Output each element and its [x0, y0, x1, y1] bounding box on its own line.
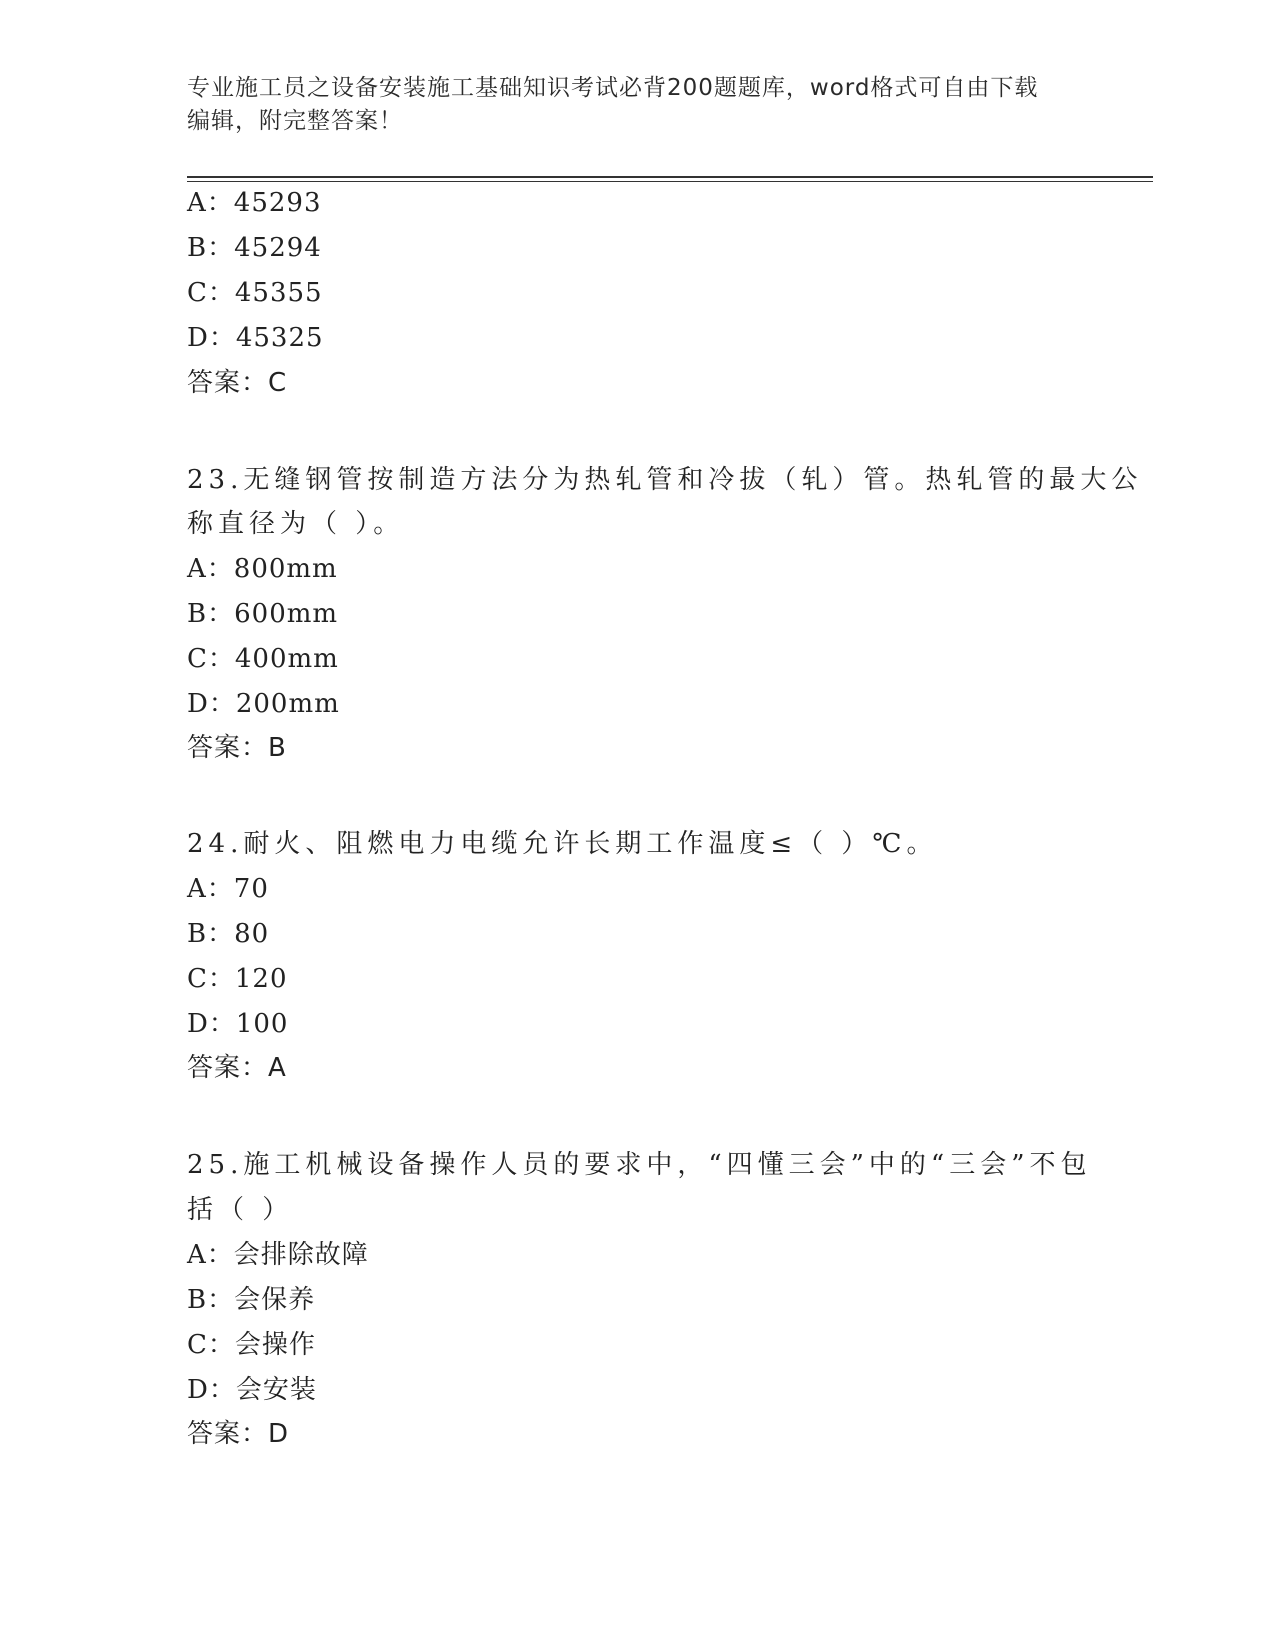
question-23-text-line-2: 称直径为（ ）。 [187, 509, 405, 539]
header-line-1: 专业施工员之设备安装施工基础知识考试必背200题题库，word格式可自由下载 [187, 75, 1039, 101]
q25-option-a: A：会排除故障 [187, 1240, 369, 1270]
q25-answer: 答案：D [187, 1419, 290, 1449]
q25-option-d: D：会安装 [187, 1375, 317, 1405]
question-23-text-line-1: 23.无缝钢管按制造方法分为热轧管和冷拔（轧）管。热轧管的最大公 [187, 465, 1143, 495]
question-25-text-line-2: 括（ ） [187, 1195, 294, 1225]
question-25-text-line-1: 25.施工机械设备操作人员的要求中，“四懂三会”中的“三会”不包 [187, 1150, 1092, 1180]
q24-option-c: C：120 [187, 964, 288, 994]
document-header [187, 72, 1087, 138]
option-b: B：45294 [187, 233, 322, 263]
option-a: A：45293 [187, 188, 322, 218]
q23-answer: 答案：B [187, 733, 287, 763]
q23-option-b: B：600mm [187, 599, 339, 629]
q24-option-d: D：100 [187, 1009, 289, 1039]
q23-option-c: C：400mm [187, 644, 339, 674]
question-24-text: 24.耐火、阻燃电力电缆允许长期工作温度≤（ ）℃。 [187, 829, 938, 859]
header-divider-bottom [187, 181, 1153, 182]
option-c: C：45355 [187, 278, 323, 308]
q23-option-d: D：200mm [187, 689, 340, 719]
header-line-2: 编辑，附完整答案！ [187, 108, 403, 134]
option-d: D：45325 [187, 323, 324, 353]
q23-option-a: A：800mm [187, 554, 338, 584]
q25-option-c: C：会操作 [187, 1330, 316, 1360]
q24-answer: 答案：A [187, 1053, 287, 1083]
header-divider-top [187, 176, 1153, 178]
answer-line: 答案：C [187, 368, 288, 398]
q24-option-b: B：80 [187, 919, 270, 949]
q25-option-b: B：会保养 [187, 1285, 316, 1315]
q24-option-a: A：70 [187, 874, 269, 904]
